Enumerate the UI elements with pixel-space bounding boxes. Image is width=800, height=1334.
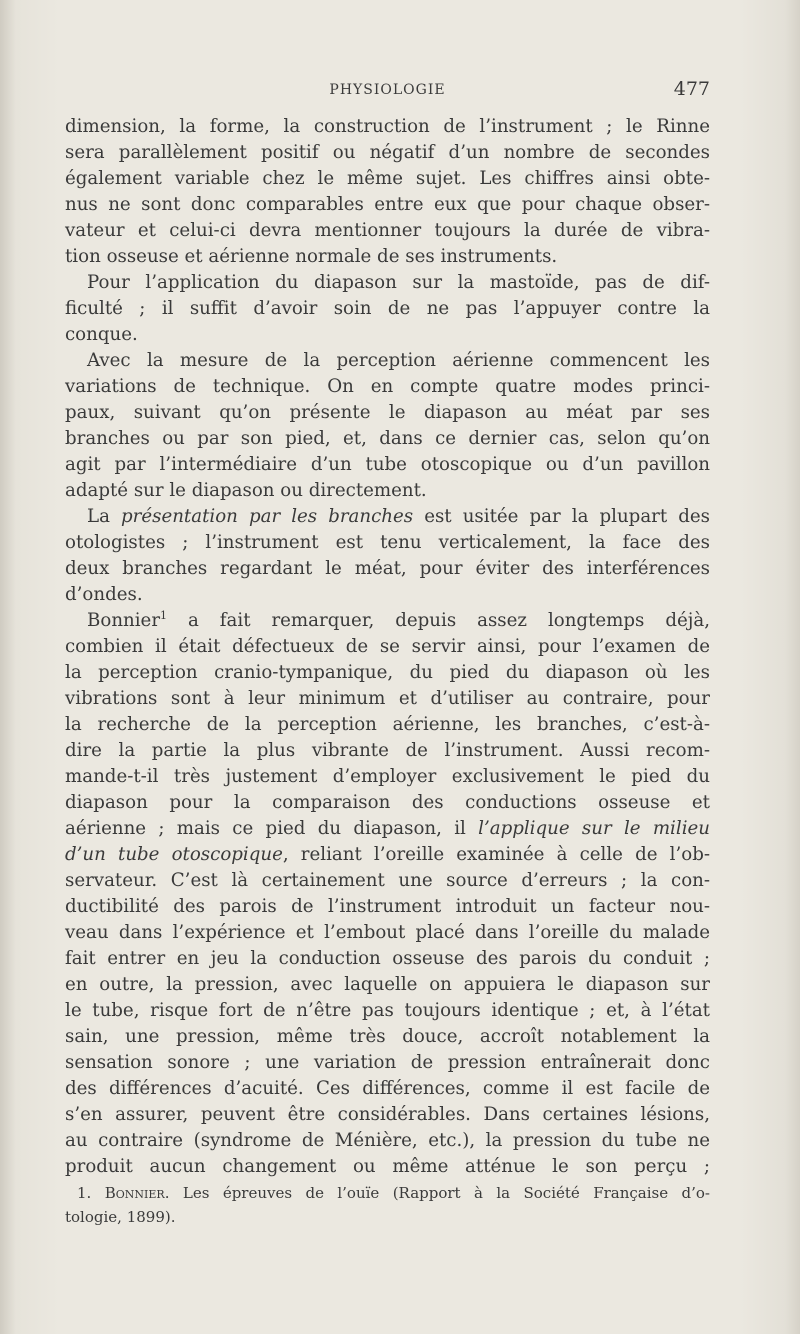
- text-run: ficulté ; il suffit d’avoir soin de ne pas l’appuyer contre la: [65, 298, 710, 319]
- page-number: 477: [673, 78, 710, 100]
- text-line: [65, 244, 710, 270]
- text-line: [65, 1050, 710, 1076]
- text-run: nus ne sont donc comparables entre eux que pour chaque obser-: [65, 194, 710, 215]
- text-line: [65, 556, 710, 582]
- text-line: [65, 400, 710, 426]
- text-line: [65, 738, 710, 764]
- text-run: fait entrer en jeu la conduction osseuse des parois du conduit ;: [65, 948, 710, 969]
- text-line: [65, 218, 710, 244]
- text-line: [65, 348, 710, 374]
- text-run: adapté sur le diapason ou directement.: [65, 480, 427, 501]
- text-run: tion osseuse et aérienne normale de ses instruments.: [65, 246, 558, 267]
- text-line: [65, 478, 710, 504]
- running-head-title: PHYSIOLOGIE: [329, 82, 446, 98]
- text-line: [65, 920, 710, 946]
- text-line: [65, 140, 710, 166]
- text-line: [65, 166, 710, 192]
- text-line: [65, 790, 710, 816]
- text-line: [65, 530, 710, 556]
- text-line: [65, 1181, 710, 1205]
- running-head: [65, 78, 710, 102]
- text-line: [65, 608, 710, 634]
- text-line: [65, 634, 710, 660]
- text-run: Bonnier: [87, 610, 161, 631]
- text-line: [65, 426, 710, 452]
- text-line: [65, 946, 710, 972]
- text-run: Pour l’application du diapason sur la mastoïde, pas de dif-: [87, 272, 710, 293]
- text-line: [65, 712, 710, 738]
- text-line: [65, 1076, 710, 1102]
- text-line: [65, 296, 710, 322]
- text-run: agit par l’intermédiaire d’un tube otoscopique ou d’un pavillon: [65, 454, 710, 475]
- text-run: au contraire (syndrome de Ménière, etc.), la pression du tube ne: [65, 1130, 710, 1151]
- text-run: veau dans l’expérience et l’embout placé dans l’oreille du malade: [65, 922, 710, 943]
- text-line: [65, 114, 710, 140]
- text-line: [65, 192, 710, 218]
- text-run: conque.: [65, 324, 138, 345]
- text-line: [65, 452, 710, 478]
- text-run: le tube, risque fort de n’être pas toujours identique ; et, à l’état: [65, 1000, 710, 1021]
- footnote: [65, 1181, 710, 1229]
- text-line: [65, 660, 710, 686]
- text-run: aérienne ; mais ce pied du diapason, il: [65, 818, 479, 839]
- text-line: [65, 868, 710, 894]
- text-line: [65, 894, 710, 920]
- text-line: [65, 1205, 710, 1229]
- text-line: [65, 1024, 710, 1050]
- text-run: a fait remarquer, depuis assez longtemps déjà,: [167, 610, 710, 631]
- text-run: diapason pour la comparaison des conductions osseuse et: [65, 792, 710, 813]
- author-name: Bonnier: [104, 1184, 165, 1202]
- text-run: vibrations sont à leur minimum et d’utiliser au contraire, pour: [65, 688, 710, 709]
- text-line: [65, 764, 710, 790]
- text-line: [65, 816, 710, 842]
- text-line: [65, 582, 710, 608]
- text-run: servateur. C’est là certainement une source d’erreurs ; la con-: [65, 870, 710, 891]
- body-text: [65, 114, 710, 1180]
- text-run: deux branches regardant le méat, pour éviter des interférences: [65, 558, 710, 579]
- text-run: est usitée par la plupart des: [413, 506, 710, 527]
- text-line: [65, 842, 710, 868]
- text-run: Avec la mesure de la perception aérienne commencent les: [87, 350, 710, 371]
- text-run: sera parallèlement positif ou négatif d’un nombre de secondes: [65, 142, 710, 163]
- text-run: en outre, la pression, avec laquelle on appuiera le diapason sur: [65, 974, 710, 995]
- text-run: vateur et celui-ci devra mentionner toujours la durée de vibra-: [65, 220, 710, 241]
- text-line: [65, 322, 710, 348]
- text-line: [65, 686, 710, 712]
- text-run: ductibilité des parois de l’instrument introduit un facteur nou-: [65, 896, 710, 917]
- text-line: [65, 1154, 710, 1180]
- text-run: des différences d’acuité. Ces différences, comme il est facile de: [65, 1078, 710, 1099]
- italic-text: présentation par les branches: [121, 506, 414, 527]
- text-run: d’ondes.: [65, 584, 143, 605]
- text-run: également variable chez le même sujet. Les chiffres ainsi obte-: [65, 168, 710, 189]
- text-line: [65, 270, 710, 296]
- text-run: produit aucun changement ou même atténue le son perçu ;: [65, 1156, 710, 1177]
- text-run: mande-t-il très justement d’employer exclusivement le pied du: [65, 766, 710, 787]
- text-run: tologie, 1899).: [65, 1208, 176, 1226]
- text-line: [65, 1128, 710, 1154]
- text-run: dire la partie la plus vibrante de l’instrument. Aussi recom-: [65, 740, 710, 761]
- text-run: s’en assurer, peuvent être considérables. Dans certaines lésions,: [65, 1104, 710, 1125]
- text-line: [65, 972, 710, 998]
- footnote-ref: 1: [160, 608, 168, 622]
- text-run: paux, suivant qu’on présente le diapason au méat par ses: [65, 402, 710, 423]
- text-line: [65, 1102, 710, 1128]
- text-run: , reliant l’oreille examinée à celle de l’ob-: [282, 844, 710, 865]
- text-line: [65, 504, 710, 530]
- text-line: [65, 998, 710, 1024]
- text-run: sain, une pression, même très douce, accroît notablement la: [65, 1026, 710, 1047]
- italic-text: l’applique sur le milieu: [478, 818, 710, 839]
- text-run: variations de technique. On en compte quatre modes princi-: [65, 376, 710, 397]
- text-run: . Les épreuves de l’ouïe (Rapport à la Société Française d’o-: [164, 1184, 710, 1202]
- text-run: La: [87, 506, 122, 527]
- text-run: dimension, la forme, la construction de l’instrument ; le Rinne: [65, 116, 710, 137]
- text-run: otologistes ; l’instrument est tenu verticalement, la face des: [65, 532, 710, 553]
- text-run: la perception cranio-tympanique, du pied du diapason où les: [65, 662, 710, 683]
- text-line: [65, 374, 710, 400]
- text-run: combien il était défectueux de se servir ainsi, pour l’examen de: [65, 636, 710, 657]
- italic-text: d’un tube otoscopique: [65, 844, 283, 865]
- text-run: sensation sonore ; une variation de pression entraînerait donc: [65, 1052, 710, 1073]
- text-run: la recherche de la perception aérienne, les branches, c’est-à-: [65, 714, 710, 735]
- text-run: branches ou par son pied, et, dans ce dernier cas, selon qu’on: [65, 428, 710, 449]
- text-run: 1.: [77, 1184, 105, 1202]
